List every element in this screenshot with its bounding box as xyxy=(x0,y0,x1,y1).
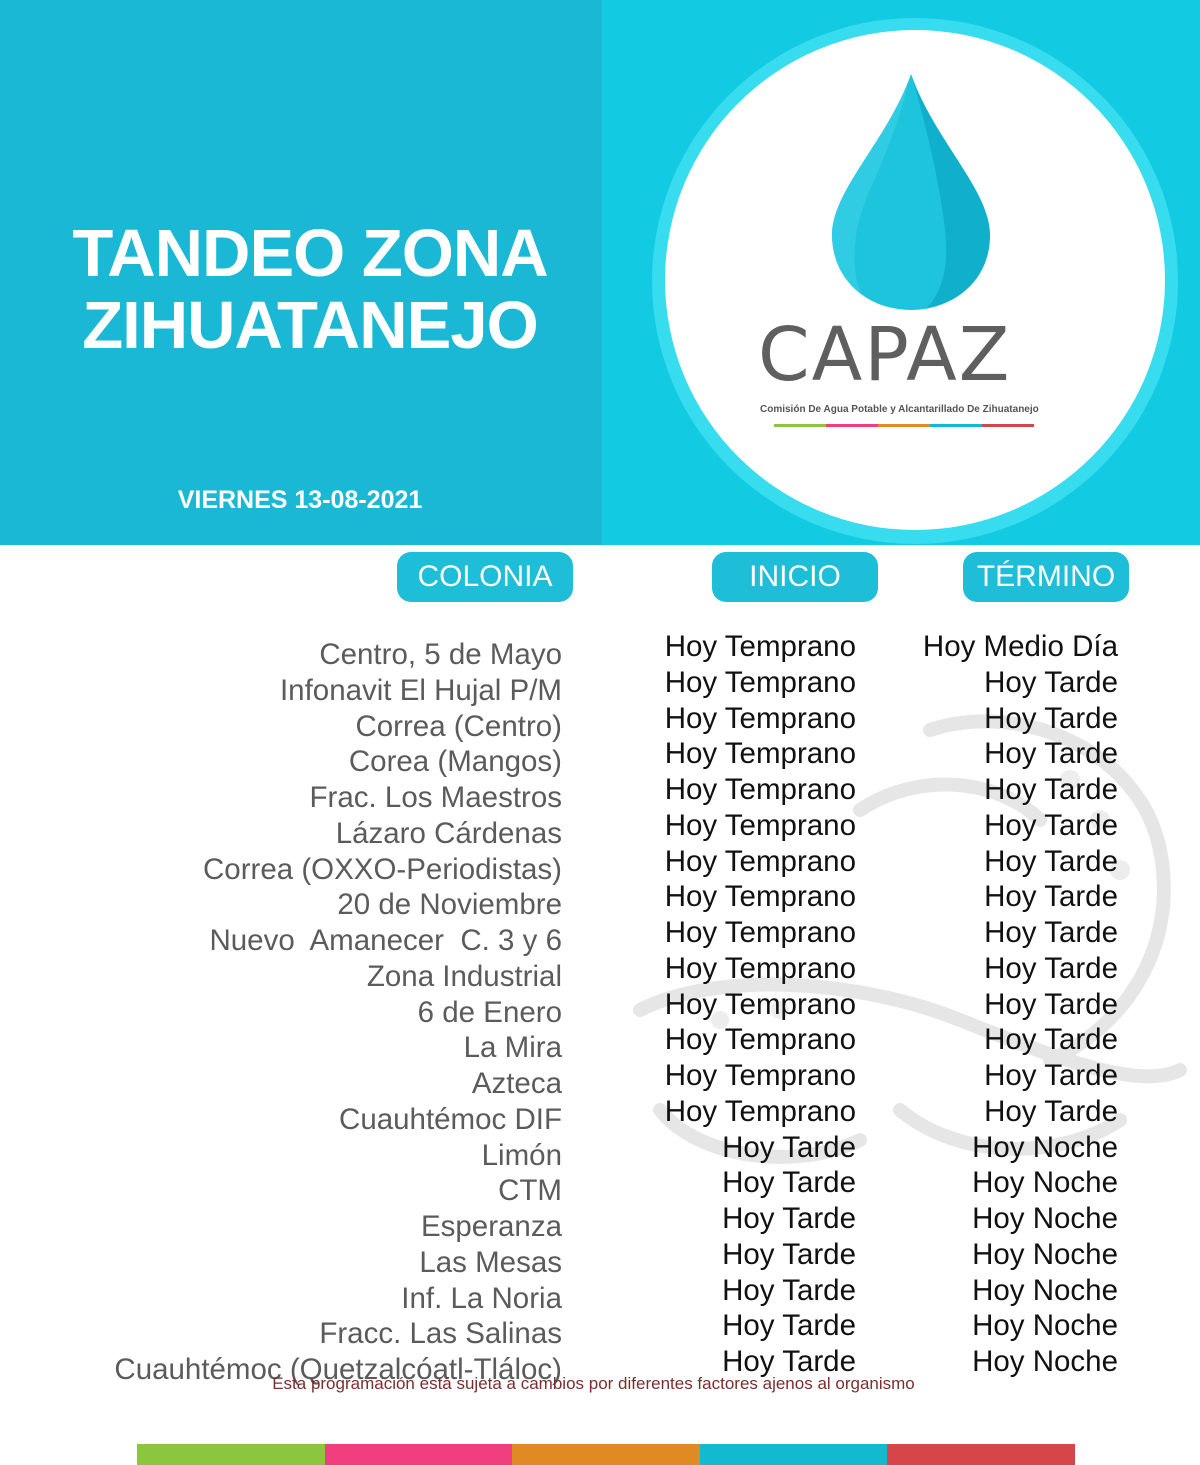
list-item: Hoy Temprano xyxy=(664,737,856,771)
title-line-2: ZIHUATANEJO xyxy=(82,288,538,363)
list-item: Hoy Temprano xyxy=(664,951,856,985)
list-item: Las Mesas xyxy=(419,1245,562,1279)
list-item: Hoy Tarde xyxy=(984,1094,1118,1128)
list-item: Hoy Temprano xyxy=(664,665,856,699)
list-item: Hoy Tarde xyxy=(722,1273,856,1307)
logo-wordmark: CAPAZ xyxy=(758,312,1012,398)
list-item: Hoy Temprano xyxy=(664,701,856,735)
list-item: Hoy Tarde xyxy=(984,987,1118,1021)
title-line-1: TANDEO ZONA xyxy=(72,216,548,291)
list-item: Hoy Tarde xyxy=(984,951,1118,985)
list-item: Hoy Temprano xyxy=(664,630,856,663)
list-item: La Mira xyxy=(463,1031,562,1065)
list-item: Fracc. Las Salinas xyxy=(319,1317,562,1351)
list-item: CTM xyxy=(498,1174,562,1208)
list-item: Limón xyxy=(481,1138,562,1172)
list-item: Hoy Temprano xyxy=(664,844,856,878)
footer-color-bar xyxy=(137,1444,1075,1465)
list-item: Hoy Tarde xyxy=(984,844,1118,878)
list-item: Infonavit El Hujal P/M xyxy=(279,673,562,707)
list-item: Hoy Tarde xyxy=(722,1130,856,1164)
list-item: Hoy Noche xyxy=(972,1237,1118,1271)
list-item: Hoy Tarde xyxy=(984,916,1118,949)
list-item: Hoy Tarde xyxy=(984,701,1118,735)
list-item: Hoy Tarde xyxy=(722,1309,856,1343)
list-item: Hoy Noche xyxy=(972,1345,1118,1378)
list-item: Hoy Tarde xyxy=(984,773,1118,806)
list-item: Hoy Temprano xyxy=(664,1023,856,1057)
disclaimer-note: Esta programación está sujeta a cambios por diferentes factores ajenos al organismo xyxy=(272,1374,915,1393)
schedule-date: VIERNES 13-08-2021 xyxy=(177,486,423,514)
list-item: Frac. Los Maestros xyxy=(309,781,562,814)
list-item: Hoy Tarde xyxy=(984,737,1118,771)
list-item: Hoy Temprano xyxy=(664,1059,856,1092)
list-item: Hoy Tarde xyxy=(722,1202,856,1235)
list-item: Hoy Temprano xyxy=(664,880,856,914)
inicio-column xyxy=(665,629,856,1380)
list-item: Nuevo Amanecer C. 3 y 6 xyxy=(209,924,562,957)
list-item: Hoy Tarde xyxy=(984,665,1118,699)
list-item: Hoy Temprano xyxy=(664,987,856,1021)
list-item: Hoy Temprano xyxy=(664,808,856,842)
list-item: Hoy Tarde xyxy=(984,1023,1118,1057)
list-item: Hoy Noche xyxy=(972,1309,1118,1343)
list-item: Hoy Temprano xyxy=(664,916,856,949)
list-item: Hoy Temprano xyxy=(664,1094,856,1128)
list-item: Zona Industrial xyxy=(366,959,562,993)
list-item: Hoy Tarde xyxy=(722,1166,856,1200)
colonia-column xyxy=(114,637,562,1388)
list-item: Hoy Tarde xyxy=(722,1345,856,1378)
list-item: Correa (Centro) xyxy=(355,709,562,743)
list-item: Hoy Tarde xyxy=(984,1059,1118,1092)
list-item: Cuauhtémoc (Quetzalcóatl-Tláloc) xyxy=(114,1353,562,1386)
list-item: Correa (OXXO-Periodistas) xyxy=(202,852,562,886)
list-item: Centro, 5 de Mayo xyxy=(319,638,562,671)
column-header-termino: TÉRMINO xyxy=(963,552,1129,602)
list-item: 20 de Noviembre xyxy=(337,888,562,922)
list-item: Corea (Mangos) xyxy=(348,745,562,779)
logo-color-stripes xyxy=(774,424,1034,427)
list-item: Inf. La Noria xyxy=(401,1281,562,1315)
list-item: Hoy Temprano xyxy=(664,773,856,806)
termino-column xyxy=(923,629,1118,1380)
list-item: Hoy Noche xyxy=(972,1273,1118,1307)
list-item: Hoy Tarde xyxy=(984,808,1118,842)
column-header-colonia: COLONIA xyxy=(397,552,573,602)
list-item: Hoy Tarde xyxy=(722,1237,856,1271)
list-item: Hoy Noche xyxy=(972,1202,1118,1235)
list-item: Esperanza xyxy=(420,1210,562,1243)
list-item: Hoy Tarde xyxy=(984,880,1118,914)
page-title xyxy=(30,218,590,362)
logo-subtitle: Comisión De Agua Potable y Alcantarillado De Zihuatanejo xyxy=(760,404,1039,415)
list-item: Lázaro Cárdenas xyxy=(335,816,562,850)
list-item: Cuauhtémoc DIF xyxy=(339,1102,562,1136)
list-item: 6 de Enero xyxy=(417,995,562,1029)
list-item: Azteca xyxy=(471,1067,562,1100)
column-header-inicio: INICIO xyxy=(712,552,878,602)
list-item: Hoy Noche xyxy=(972,1166,1118,1200)
list-item: Hoy Noche xyxy=(972,1130,1118,1164)
water-drop-icon xyxy=(828,70,994,314)
list-item: Hoy Medio Día xyxy=(922,630,1118,663)
